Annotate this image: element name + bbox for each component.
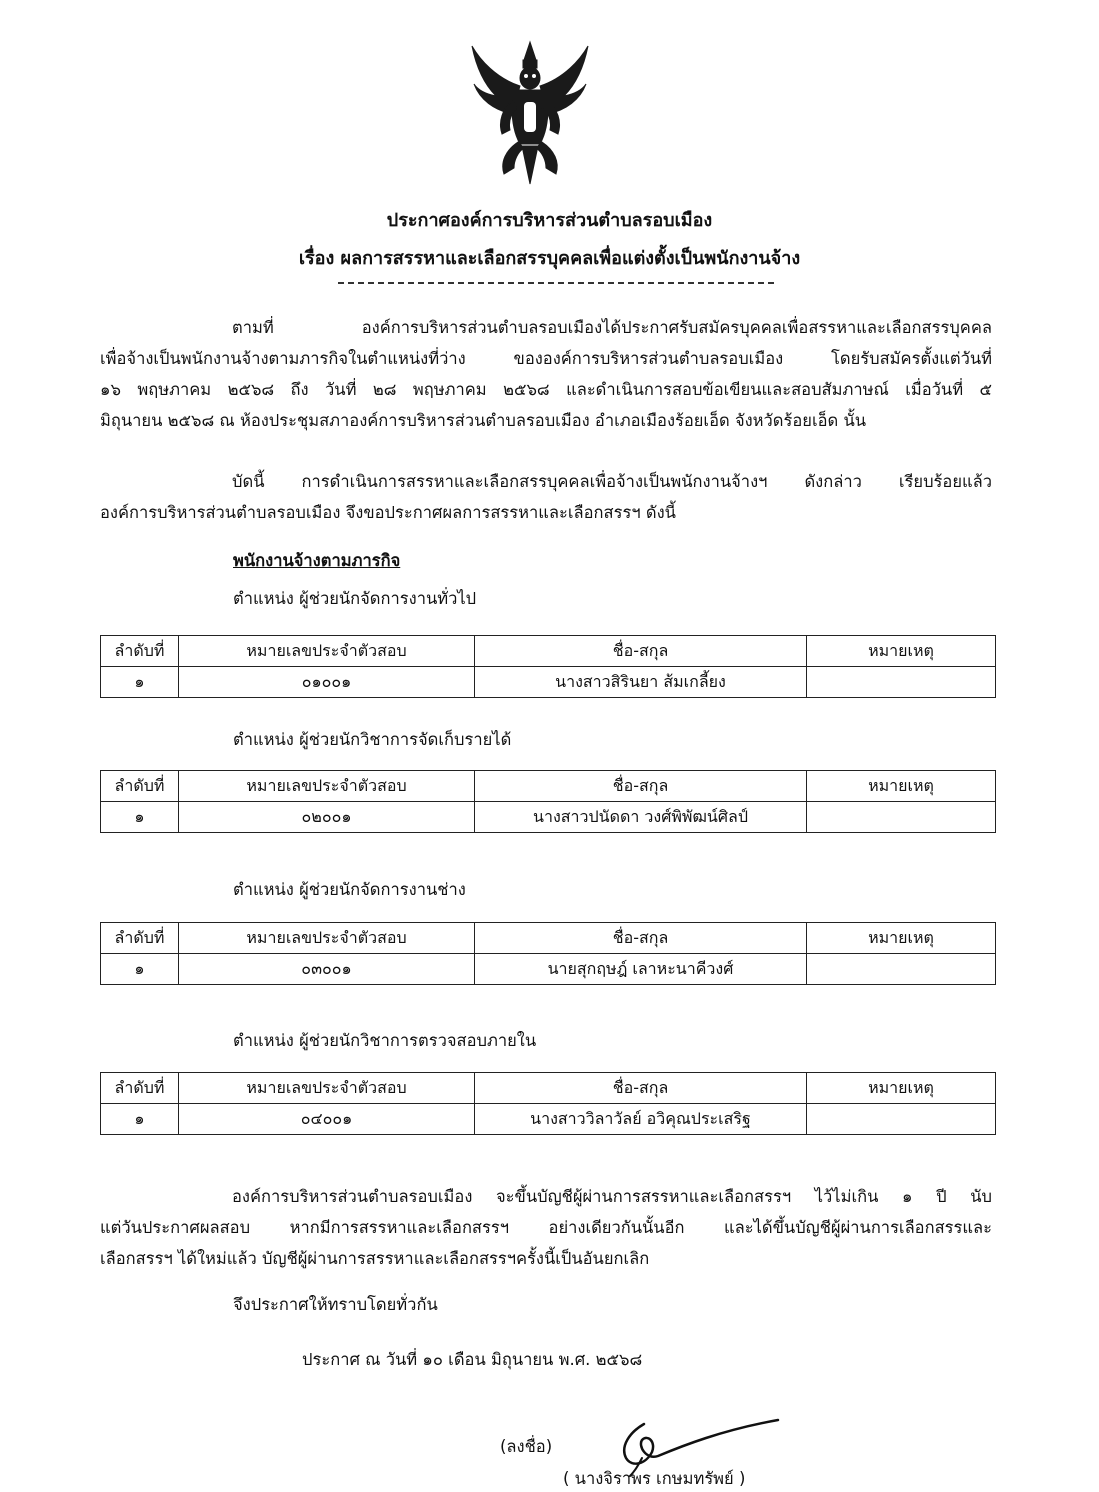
cell-order: ๑ bbox=[101, 1104, 179, 1135]
header-order: ลำดับที่ bbox=[101, 923, 179, 954]
position-title: ตำแหน่ง ผู้ช่วยนักวิชาการตรวจสอบภายใน bbox=[233, 1031, 537, 1050]
cell-name: นางสาวสิรินยา ส้มเกลี้ยง bbox=[475, 667, 807, 698]
header-remark: หมายเหตุ bbox=[807, 771, 996, 802]
table-header-row bbox=[101, 1073, 996, 1104]
table-row bbox=[101, 1104, 996, 1135]
table-row bbox=[101, 802, 996, 833]
header-remark: หมายเหตุ bbox=[807, 1073, 996, 1104]
title-divider bbox=[338, 282, 774, 284]
result-table bbox=[100, 635, 996, 698]
position-title: ตำแหน่ง ผู้ช่วยนักจัดการงานทั่วไป bbox=[233, 589, 477, 608]
header-order: ลำดับที่ bbox=[101, 636, 179, 667]
header-name: ชื่อ-สกุล bbox=[475, 771, 807, 802]
intro-line: มิถุนายน ๒๕๖๘ ณ ห้องประชุมสภาองค์การบริหารส่วนตำบลรอบเมือง อำเภอเมืองร้อยเอ็ด จังหวัดร้อยเอ็ด นั้น bbox=[100, 411, 867, 430]
cell-name: นางสาววิลาวัลย์ อวิคุณประเสริฐ bbox=[475, 1104, 807, 1135]
header-order: ลำดับที่ bbox=[101, 771, 179, 802]
table-row bbox=[101, 954, 996, 985]
header-order: ลำดับที่ bbox=[101, 1073, 179, 1104]
registration-line: องค์การบริหารส่วนตำบลรอบเมือง จะขึ้นบัญชีผู้ผ่านการสรรหาและเลือกสรรฯ ไว้ไม่เกิน ๑ ปี นับ bbox=[232, 1187, 992, 1206]
header-name: ชื่อ-สกุล bbox=[475, 636, 807, 667]
cell-order: ๑ bbox=[101, 667, 179, 698]
cell-name: นายสุกฤษฎ์ เลาหะนาคีวงศ์ bbox=[475, 954, 807, 985]
header-remark: หมายเหตุ bbox=[807, 636, 996, 667]
intro-paragraph bbox=[100, 312, 992, 436]
table-header-row bbox=[101, 771, 996, 802]
table-header-row bbox=[101, 923, 996, 954]
cell-order: ๑ bbox=[101, 802, 179, 833]
cell-remark bbox=[807, 954, 996, 985]
cell-exam-id: ๐๒๐๐๑ bbox=[179, 802, 475, 833]
result-table bbox=[100, 770, 996, 833]
cell-order: ๑ bbox=[101, 954, 179, 985]
section-heading: พนักงานจ้างตามภารกิจ bbox=[233, 551, 401, 570]
result-line: องค์การบริหารส่วนตำบลรอบเมือง จึงขอประกาศผลการสรรหาและเลือกสรรฯ ดังนี้ bbox=[100, 503, 676, 522]
result-paragraph bbox=[100, 466, 992, 528]
cell-exam-id: ๐๓๐๐๑ bbox=[179, 954, 475, 985]
cell-remark bbox=[807, 802, 996, 833]
cell-name: นางสาวปนัดดา วงศ์พิพัฒน์ศิลป์ bbox=[475, 802, 807, 833]
intro-line: เพื่อจ้างเป็นพนักงานจ้างตามภารกิจในตำแหน่งที่ว่าง ขององค์การบริหารส่วนตำบลรอบเมือง โดยรับสมัครตั้งแต่วันที่ bbox=[100, 349, 992, 368]
result-table bbox=[100, 922, 996, 985]
header-exam-id: หมายเลขประจำตัวสอบ bbox=[179, 636, 475, 667]
cell-exam-id: ๐๔๐๐๑ bbox=[179, 1104, 475, 1135]
garuda-emblem-icon bbox=[466, 38, 594, 190]
cell-exam-id: ๐๑๐๐๑ bbox=[179, 667, 475, 698]
document-title: ประกาศองค์การบริหารส่วนตำบลรอบเมือง bbox=[386, 210, 713, 231]
announce-line: จึงประกาศให้ทราบโดยทั่วกัน bbox=[233, 1295, 438, 1314]
signer-name: ( นางจิราพร เกษมทรัพย์ ) bbox=[563, 1469, 746, 1488]
header-exam-id: หมายเลขประจำตัวสอบ bbox=[179, 1073, 475, 1104]
header-name: ชื่อ-สกุล bbox=[475, 1073, 807, 1104]
table-header-row bbox=[101, 636, 996, 667]
position-title: ตำแหน่ง ผู้ช่วยนักจัดการงานช่าง bbox=[233, 880, 466, 899]
header-exam-id: หมายเลขประจำตัวสอบ bbox=[179, 771, 475, 802]
intro-line: ตามที่ องค์การบริหารส่วนตำบลรอบเมืองได้ประกาศรับสมัครบุคคลเพื่อสรรหาและเลือกสรรบุคคล bbox=[232, 318, 992, 337]
header-name: ชื่อ-สกุล bbox=[475, 923, 807, 954]
date-line: ประกาศ ณ วันที่ ๑๐ เดือน มิถุนายน พ.ศ. ๒๕๖๘ bbox=[302, 1350, 643, 1369]
signature-label: (ลงชื่อ) bbox=[500, 1437, 553, 1456]
position-title: ตำแหน่ง ผู้ช่วยนักวิชาการจัดเก็บรายได้ bbox=[233, 730, 512, 749]
intro-line: ๑๖ พฤษภาคม ๒๕๖๘ ถึง วันที่ ๒๘ พฤษภาคม ๒๕๖๘ และดำเนินการสอบข้อเขียนและสอบสัมภาษณ์ เมื่อวันที่ ๕ bbox=[100, 380, 992, 399]
registration-paragraph bbox=[100, 1181, 992, 1274]
result-table bbox=[100, 1072, 996, 1135]
header-exam-id: หมายเลขประจำตัวสอบ bbox=[179, 923, 475, 954]
cell-remark bbox=[807, 1104, 996, 1135]
result-line: บัดนี้ การดำเนินการสรรหาและเลือกสรรบุคคลเพื่อจ้างเป็นพนักงานจ้างฯ ดังกล่าว เรียบร้อยแล้ว bbox=[232, 472, 992, 491]
registration-line: แต่วันประกาศผลสอบ หากมีการสรรหาและเลือกสรรฯ อย่างเดียวกันนั้นอีก และได้ขึ้นบัญชีผู้ผ่านการเลือกสรรและ bbox=[100, 1218, 992, 1237]
header-remark: หมายเหตุ bbox=[807, 923, 996, 954]
registration-line: เลือกสรรฯ ได้ใหม่แล้ว บัญชีผู้ผ่านการสรรหาและเลือกสรรฯครั้งนี้เป็นอันยกเลิก bbox=[100, 1249, 650, 1268]
document-subject: เรื่อง ผลการสรรหาและเลือกสรรบุคคลเพื่อแต่งตั้งเป็นพนักงานจ้าง bbox=[298, 248, 801, 269]
cell-remark bbox=[807, 667, 996, 698]
table-row bbox=[101, 667, 996, 698]
